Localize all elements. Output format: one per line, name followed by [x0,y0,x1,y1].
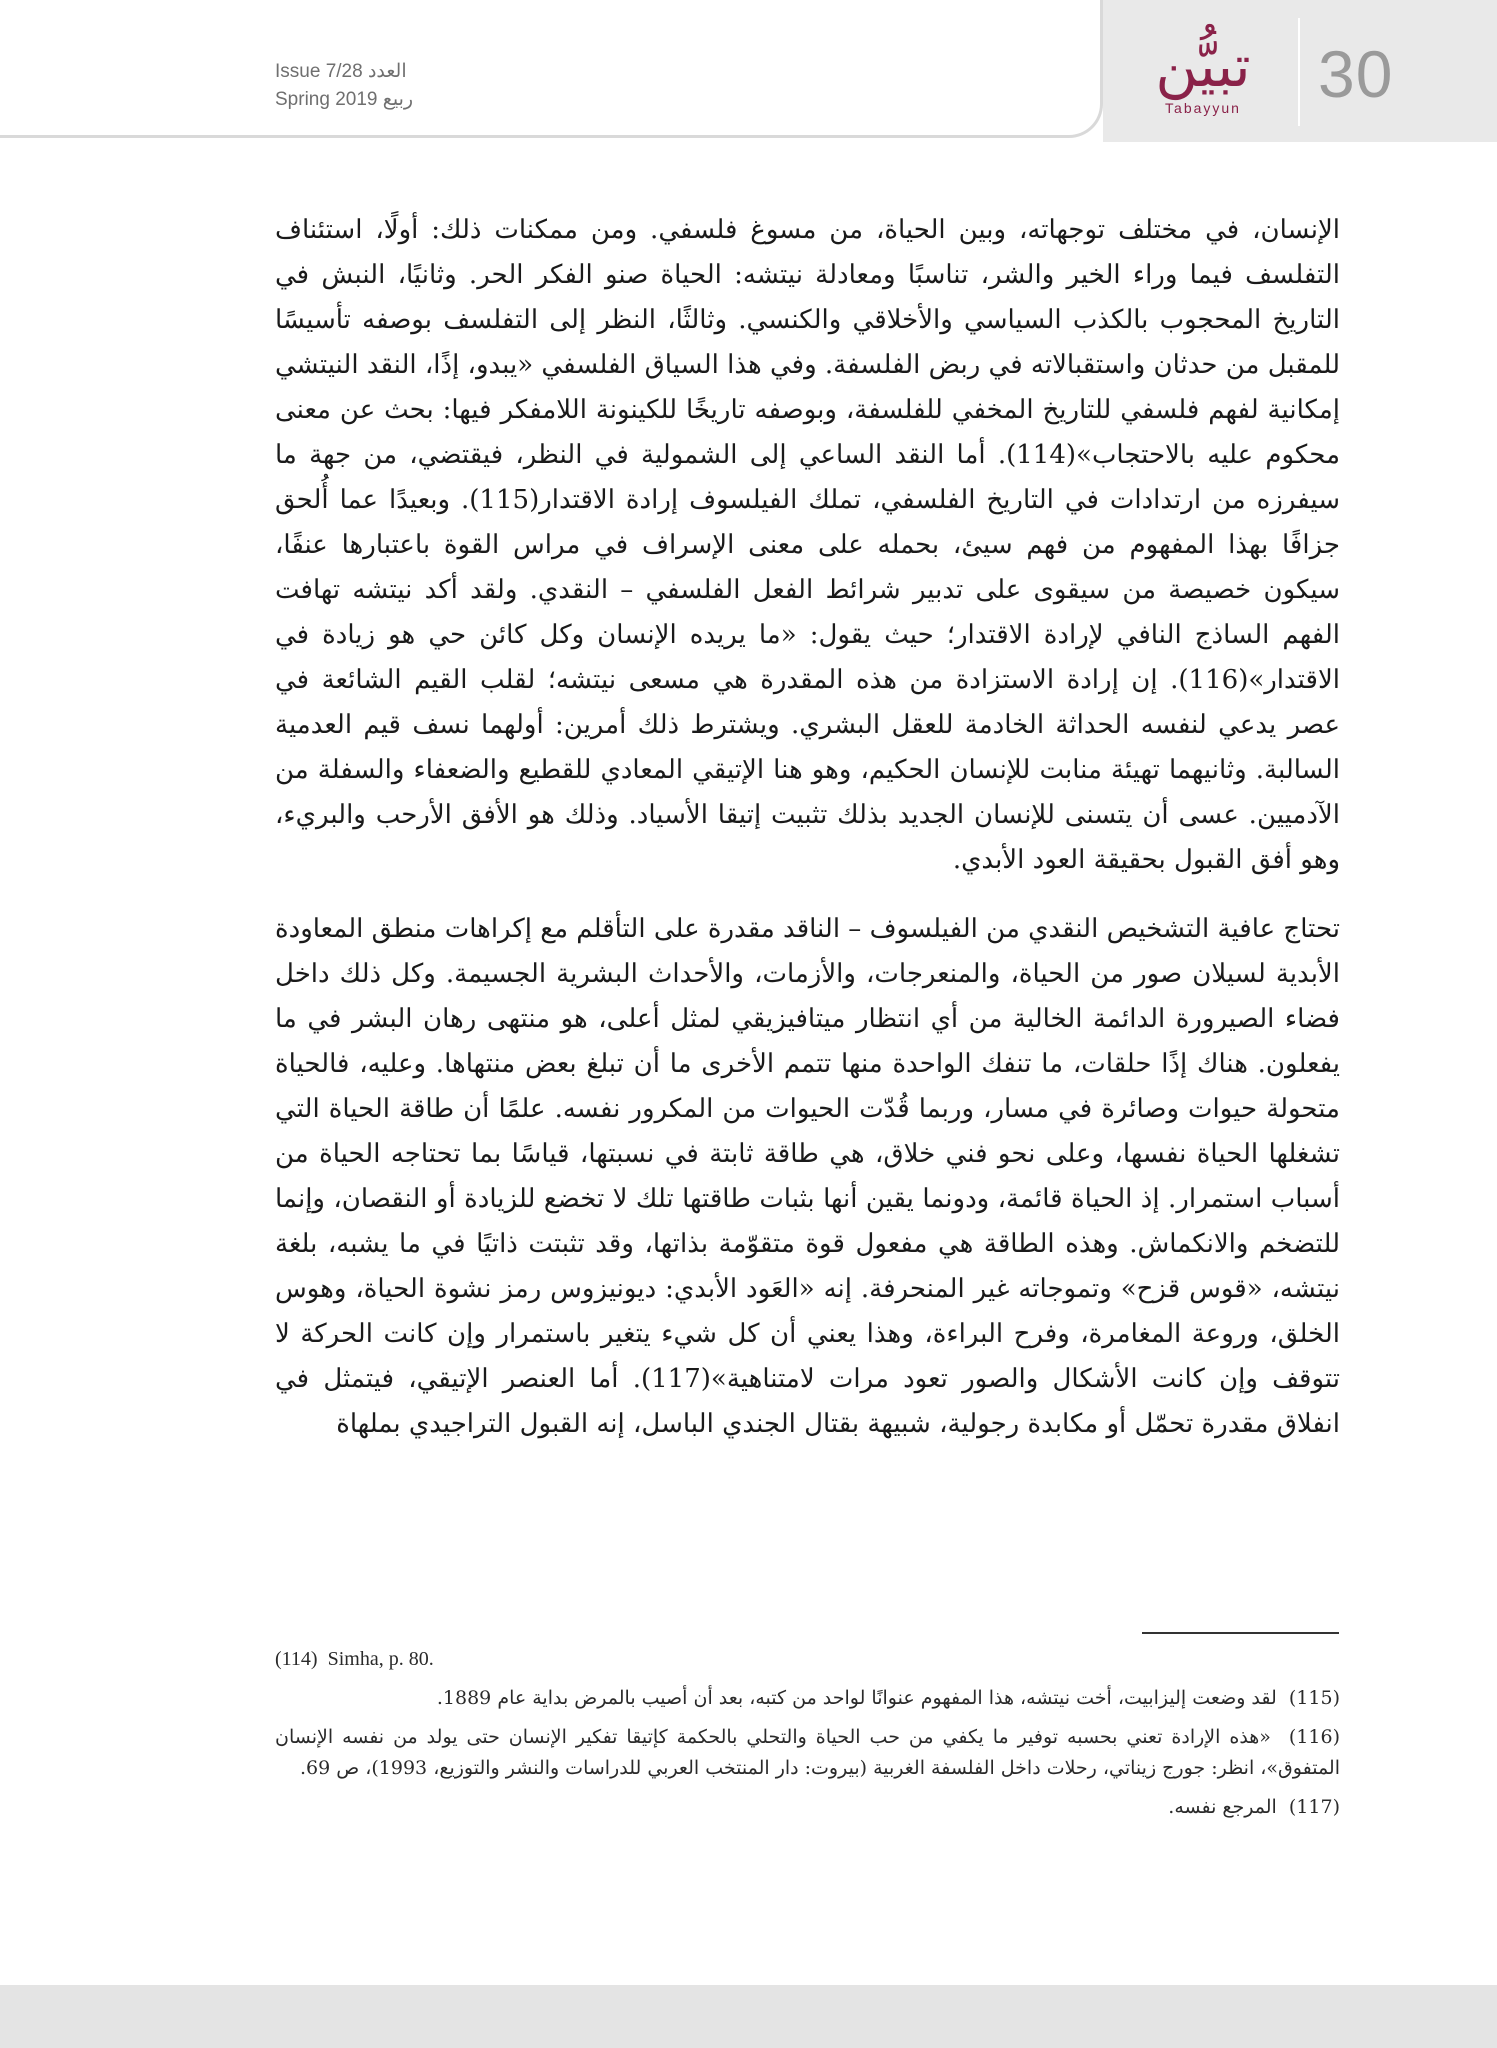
footnote-separator [1142,1632,1339,1634]
body-paragraph: الإنسان، في مختلف توجهاته، وبين الحياة، من مسوغ فلسفي. ومن ممكنات ذلك: أولًا، استئناف التفلسف فيما وراء الخير والشر، تناسبًا ومعادلة نيتشه: الحياة صنو الفكر الحر. وثانيًا، النبش في التاريخ المحجوب بالكذب السياسي والأخلاقي والكنسي. وثالثًا، النظر إلى التفلسف بوصفه تأسيسًا للمقبل من حدثان واستقبالاته في ربض الفلسفة. وفي هذا السياق الفلسفي «يبدو، إذًا، النقد النيتشي إمكانية لفهم فلسفي للتاريخ المخفي للفلسفة، وبوصفه تاريخًا للكينونة اللامفكر فيها: بحث عن معنى محكوم عليه بالاحتجاب»(114). أما النقد الساعي إلى الشمولية في النظر، فيقتضي، من جهة ما سيفرزه من ارتدادات في التاريخ الفلسفي، تملك الفيلسوف إرادة الاقتدار(115). وبعيدًا عما أُلحق جزافًا بهذا المفهوم من فهم سيئ، بحمله على معنى الإسراف في مراس القوة باعتبارها عنفًا، سيكون خصيصة من سيقوى على تدبير شرائط الفعل الفلسفي – النقدي. ولقد أكد نيتشه تهافت الفهم الساذج النافي لإرادة الاقتدار؛ حيث يقول: «ما يريده الإنسان وكل كائن حي هو زيادة في الاقتدار»(116). إن إرادة الاستزادة من هذه المقدرة هي مسعى نيتشه؛ لقلب القيم الشائعة في عصر يدعي لنفسه الحداثة الخادمة للعقل البشري. ويشترط ذلك أمرين: أولهما نسف قيم العدمية السالبة. وثانيهما تهيئة منابت للإنسان الحكيم، وهو هنا الإتيقي المعادي للقطيع والضعفاء والسفلة من الآدميين. عسى أن يتسنى للإنسان الجديد بذلك تثبيت إتيقا الأسياد. وذلك هو الأفق الأرحب والبريء، وهو أفق القبول بحقيقة العود الأبدي. [275,215,1341,875]
footnote-number: (114) [275,1648,318,1670]
footnote-text: المرجع نفسه. [1168,1796,1277,1818]
footnote-text: لقد وضعت إليزابيت، أخت نيتشه، هذا المفهوم عنوانًا لواحد من كتبه، بعد أن أصيب بالمرض بداية عام 1889. [436,1687,1277,1709]
footnotes [275,1644,1340,1831]
footer-band [0,1985,1497,2048]
header-divider [1298,18,1300,126]
header-frame [0,0,1103,138]
article-body [275,208,1340,1447]
body-paragraph: تحتاج عافية التشخيص النقدي من الفيلسوف – الناقد مقدرة على التأقلم مع إكراهات منطق المعاودة الأبدية لسيلان صور من الحياة، والمنعرجات، والأزمات، والأحداث البشرية الجسيمة. وكل ذلك داخل فضاء الصيرورة الدائمة الخالية من أي انتظار ميتافيزيقي لمثل أعلى، هو منتهى رهان البشر في ما يفعلون. هناك إذًا حلقات، ما تنفك الواحدة منها تتمم الأخرى ما أن تبلغ بعض منتهاها. وعليه، فالحياة متحولة حيوات وصائرة في مسار، وربما قُدّت الحيوات من المكرور نفسه. علمًا أن طاقة الحياة التي تشغلها الحياة نفسها، وعلى نحو فني خلاق، هي طاقة ثابتة في نسبتها، قياسًا بما تحتاجه الحياة من أسباب استمرار. إذ الحياة قائمة، ودونما يقين أنها بثبات طاقتها تلك لا تخضع للزيادة أو النقصان، وإنما للتضخم والانكماش. وهذه الطاقة هي مفعول قوة متقوّمة بذاتها، وقد تثبتت ذاتيًا في ما يشبه، بلغة نيتشه، «قوس قزح» وتموجاته غير المنحرفة. إنه «العَود الأبدي: ديونيزوس رمز نشوة الحياة، وهوس الخلق، وروعة المغامرة، وفرح البراءة، وهذا يعني أن كل شيء يتغير باستمرار وإن كانت الحركة لا تتوقف وإن كانت الأشكال والصور تعود مرات لامتناهية»(117). أما العنصر الإتيقي، فيتمثل في انفلاق مقدرة تحمّل أو مكابدة رجولية، شبيهة بقتال الجندي الباسل، إنه القبول التراجيدي بملهاة [275,914,1340,1439]
page-number: 30 [1318,37,1394,111]
footnote-115 [275,1683,1340,1714]
footnote-117 [275,1792,1340,1823]
footnote-116 [275,1722,1340,1784]
footnote-text: «هذه الإرادة تعني بحسبه توفير ما يكفي من حب الحياة والتحلي بالحكمة كإتيقا تفكير الإنسان حتى يولد من نفسه الإنسان المتفوق»، انظر: جورج زيناتي، رحلات داخل الفلسفة الغربية (بيروت: دار المنتخب العربي للدراسات والنشر والتوزيع، 1993)، ص 69. [275,1726,1340,1779]
season-line: Spring 2019 ربيع [275,89,414,110]
journal-logo-arabic: تبيُّن [1155,32,1251,100]
footnote-number: (116) [1288,1726,1340,1748]
issue-line: Issue 7/28 العدد [275,61,407,82]
footnote-number: (117) [1288,1796,1340,1818]
journal-logo-latin: Tabayyun [1165,100,1241,116]
issue-info [275,58,413,114]
footnote-text: Simha, p. 80. [327,1648,434,1670]
footnote-114 [275,1644,1340,1675]
footnote-number: (115) [1288,1687,1340,1709]
